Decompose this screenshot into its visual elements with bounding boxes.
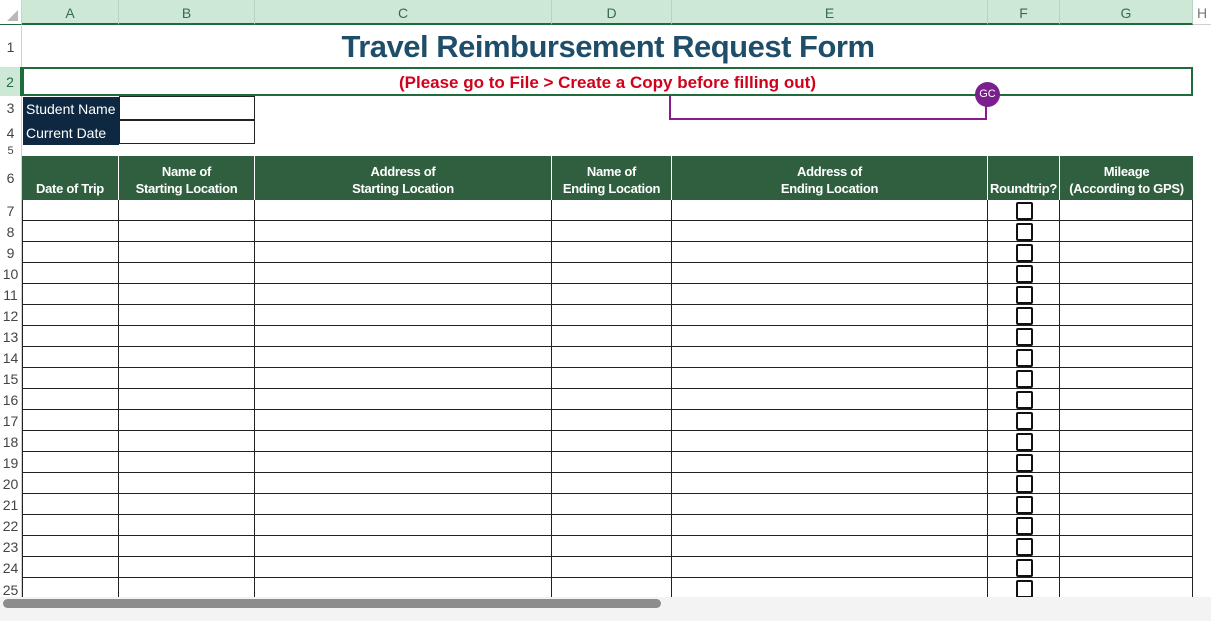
table-row (22, 368, 1193, 389)
mileage-cell[interactable] (1060, 578, 1193, 597)
start-address-cell[interactable] (255, 326, 552, 347)
header-start-name (119, 156, 255, 200)
roundtrip-cell[interactable] (988, 536, 1060, 557)
table-row (22, 578, 1193, 597)
roundtrip-cell[interactable] (988, 452, 1060, 473)
end-name-cell[interactable] (552, 557, 672, 578)
start-address-cell[interactable] (255, 410, 552, 431)
header-start-name-line1: Name of (161, 164, 212, 179)
roundtrip-checkbox[interactable] (1016, 307, 1033, 325)
header-mileage-line2: (According to GPS) (1069, 181, 1184, 196)
column-header-f[interactable]: F (988, 0, 1060, 25)
roundtrip-checkbox[interactable] (1016, 223, 1033, 241)
roundtrip-cell[interactable] (988, 326, 1060, 347)
row-header-24[interactable]: 24 (0, 557, 22, 578)
end-address-cell[interactable] (672, 200, 988, 221)
row-header-11[interactable]: 11 (0, 284, 22, 305)
date-cell[interactable] (22, 557, 119, 578)
table-row (22, 410, 1193, 431)
mileage-cell[interactable] (1060, 557, 1193, 578)
start-address-cell[interactable] (255, 557, 552, 578)
roundtrip-cell[interactable] (988, 242, 1060, 263)
roundtrip-checkbox[interactable] (1016, 433, 1033, 451)
date-cell[interactable] (22, 368, 119, 389)
row-header-19[interactable]: 19 (0, 452, 22, 473)
end-address-cell[interactable] (672, 494, 988, 515)
header-end-name-line1: Name of (586, 164, 637, 179)
end-address-cell[interactable] (672, 431, 988, 452)
start-name-cell[interactable] (119, 326, 255, 347)
end-address-cell[interactable] (672, 410, 988, 431)
row-header-22[interactable]: 22 (0, 515, 22, 536)
end-address-cell[interactable] (672, 536, 988, 557)
table-row (22, 200, 1193, 221)
roundtrip-cell[interactable] (988, 347, 1060, 368)
start-address-cell[interactable] (255, 284, 552, 305)
end-address-cell[interactable] (672, 368, 988, 389)
date-cell[interactable] (22, 242, 119, 263)
end-address-cell[interactable] (672, 473, 988, 494)
mileage-cell[interactable] (1060, 431, 1193, 452)
start-name-cell[interactable] (119, 536, 255, 557)
date-cell[interactable] (22, 494, 119, 515)
mileage-cell[interactable] (1060, 473, 1193, 494)
date-cell[interactable] (22, 473, 119, 494)
header-start-address-line1: Address of (370, 164, 436, 179)
table-row (22, 494, 1193, 515)
student-name-input[interactable] (119, 96, 255, 120)
start-address-cell[interactable] (255, 263, 552, 284)
mileage-cell[interactable] (1060, 410, 1193, 431)
horizontal-scrollbar[interactable] (0, 597, 1211, 621)
date-cell[interactable] (22, 578, 119, 597)
start-address-cell[interactable] (255, 368, 552, 389)
end-name-cell[interactable] (552, 326, 672, 347)
start-name-cell[interactable] (119, 200, 255, 221)
end-name-cell[interactable] (552, 536, 672, 557)
start-address-cell[interactable] (255, 431, 552, 452)
mileage-cell[interactable] (1060, 263, 1193, 284)
date-cell[interactable] (22, 200, 119, 221)
header-end-name-line2: Ending Location (562, 181, 661, 196)
date-cell[interactable] (22, 221, 119, 242)
date-cell[interactable] (22, 263, 119, 284)
header-date-of-trip (22, 156, 119, 200)
start-address-cell[interactable] (255, 221, 552, 242)
roundtrip-checkbox[interactable] (1016, 244, 1033, 262)
table-row (22, 536, 1193, 557)
row-header-13[interactable]: 13 (0, 326, 22, 347)
end-name-cell[interactable] (552, 410, 672, 431)
end-address-cell[interactable] (672, 263, 988, 284)
end-name-cell[interactable] (552, 515, 672, 536)
start-name-cell[interactable] (119, 473, 255, 494)
start-name-cell[interactable] (119, 221, 255, 242)
date-cell[interactable] (22, 452, 119, 473)
start-name-cell[interactable] (119, 305, 255, 326)
current-date-input[interactable] (119, 120, 255, 144)
end-name-cell[interactable] (552, 578, 672, 597)
row-header-16[interactable]: 16 (0, 389, 22, 410)
end-address-cell[interactable] (672, 284, 988, 305)
header-start-name-line2: Starting Location (135, 181, 238, 196)
start-address-cell[interactable] (255, 536, 552, 557)
end-name-cell[interactable] (552, 494, 672, 515)
column-header-b[interactable]: B (119, 0, 255, 25)
date-cell[interactable] (22, 347, 119, 368)
table-row (22, 389, 1193, 410)
start-name-cell[interactable] (119, 515, 255, 536)
start-address-cell[interactable] (255, 305, 552, 326)
select-all-button[interactable] (0, 0, 22, 25)
mileage-cell[interactable] (1060, 305, 1193, 326)
header-start-address (255, 156, 552, 200)
row-header-1[interactable]: 1 (0, 26, 22, 67)
row-header-12[interactable]: 12 (0, 305, 22, 326)
end-address-cell[interactable] (672, 515, 988, 536)
roundtrip-cell[interactable] (988, 284, 1060, 305)
roundtrip-checkbox[interactable] (1016, 559, 1033, 577)
roundtrip-checkbox[interactable] (1016, 496, 1033, 514)
end-name-cell[interactable] (552, 431, 672, 452)
row-header-5[interactable]: 5 (0, 145, 22, 156)
end-address-cell[interactable] (672, 221, 988, 242)
header-roundtrip-text: Roundtrip? (989, 181, 1058, 196)
mileage-cell[interactable] (1060, 221, 1193, 242)
end-name-cell[interactable] (552, 452, 672, 473)
table-row (22, 347, 1193, 368)
end-name-cell[interactable] (552, 389, 672, 410)
date-cell[interactable] (22, 284, 119, 305)
header-roundtrip (988, 156, 1060, 200)
column-header-c[interactable]: C (255, 0, 552, 25)
header-end-address-line2: Ending Location (780, 181, 879, 196)
mileage-cell[interactable] (1060, 536, 1193, 557)
end-name-cell[interactable] (552, 242, 672, 263)
start-address-cell[interactable] (255, 200, 552, 221)
row-header-9[interactable]: 9 (0, 242, 22, 263)
start-name-cell[interactable] (119, 452, 255, 473)
roundtrip-cell[interactable] (988, 389, 1060, 410)
copy-instruction-text: (Please go to File > Create a Copy before filling out) (398, 73, 817, 92)
row-header-6[interactable]: 6 (0, 156, 22, 200)
mileage-cell[interactable] (1060, 200, 1193, 221)
end-name-cell[interactable] (552, 368, 672, 389)
column-header-a[interactable]: A (22, 0, 119, 25)
roundtrip-checkbox[interactable] (1016, 538, 1033, 556)
column-header-h[interactable]: H (1193, 0, 1211, 25)
end-address-cell[interactable] (672, 347, 988, 368)
table-row (22, 305, 1193, 326)
row-header-21[interactable]: 21 (0, 494, 22, 515)
date-cell[interactable] (22, 536, 119, 557)
end-name-cell[interactable] (552, 200, 672, 221)
date-cell[interactable] (22, 326, 119, 347)
roundtrip-cell[interactable] (988, 221, 1060, 242)
roundtrip-cell[interactable] (988, 431, 1060, 452)
roundtrip-checkbox[interactable] (1016, 328, 1033, 346)
table-row (22, 515, 1193, 536)
mileage-cell[interactable] (1060, 368, 1193, 389)
row-header-14[interactable]: 14 (0, 347, 22, 368)
roundtrip-cell[interactable] (988, 557, 1060, 578)
roundtrip-checkbox[interactable] (1016, 202, 1033, 220)
row-header-3[interactable]: 3 (0, 96, 22, 120)
row-header-8[interactable]: 8 (0, 221, 22, 242)
mileage-cell[interactable] (1060, 326, 1193, 347)
header-end-address (672, 156, 988, 200)
start-address-cell[interactable] (255, 242, 552, 263)
table-row (22, 263, 1193, 284)
row-header-15[interactable]: 15 (0, 368, 22, 389)
header-date-of-trip-text: Date of Trip (36, 181, 104, 196)
roundtrip-checkbox[interactable] (1016, 286, 1033, 304)
roundtrip-cell[interactable] (988, 473, 1060, 494)
roundtrip-checkbox[interactable] (1016, 580, 1033, 597)
roundtrip-checkbox[interactable] (1016, 475, 1033, 493)
column-header-bar (0, 0, 1211, 26)
roundtrip-checkbox[interactable] (1016, 391, 1033, 409)
end-name-cell[interactable] (552, 221, 672, 242)
row-header-17[interactable]: 17 (0, 410, 22, 431)
table-row (22, 284, 1193, 305)
row-header-2[interactable]: 2 (0, 67, 22, 96)
table-row (22, 473, 1193, 494)
scrollbar-thumb[interactable] (3, 599, 661, 608)
date-cell[interactable] (22, 431, 119, 452)
roundtrip-cell[interactable] (988, 200, 1060, 221)
start-name-cell[interactable] (119, 557, 255, 578)
roundtrip-checkbox[interactable] (1016, 517, 1033, 535)
column-header-e[interactable]: E (672, 0, 988, 25)
table-row (22, 431, 1193, 452)
table-row (22, 452, 1193, 473)
start-name-cell[interactable] (119, 263, 255, 284)
start-name-cell[interactable] (119, 368, 255, 389)
end-address-cell[interactable] (672, 578, 988, 597)
row-header-7[interactable]: 7 (0, 200, 22, 221)
mileage-cell[interactable] (1060, 389, 1193, 410)
start-name-cell[interactable] (119, 494, 255, 515)
mileage-cell[interactable] (1060, 515, 1193, 536)
roundtrip-checkbox[interactable] (1016, 370, 1033, 388)
mileage-cell[interactable] (1060, 452, 1193, 473)
start-name-cell[interactable] (119, 242, 255, 263)
header-end-address-line1: Address of (797, 164, 862, 179)
row-header-23[interactable]: 23 (0, 536, 22, 557)
student-name-label: Student Name (23, 97, 119, 121)
table-row (22, 557, 1193, 578)
roundtrip-cell[interactable] (988, 305, 1060, 326)
start-address-cell[interactable] (255, 452, 552, 473)
end-address-cell[interactable] (672, 452, 988, 473)
roundtrip-checkbox[interactable] (1016, 265, 1033, 283)
date-cell[interactable] (22, 410, 119, 431)
roundtrip-cell[interactable] (988, 494, 1060, 515)
end-address-cell[interactable] (672, 305, 988, 326)
column-header-d[interactable]: D (552, 0, 672, 25)
row-header-4[interactable]: 4 (0, 120, 22, 145)
roundtrip-checkbox[interactable] (1016, 412, 1033, 430)
table-row (22, 221, 1193, 242)
end-name-cell[interactable] (552, 347, 672, 368)
mileage-cell[interactable] (1060, 347, 1193, 368)
start-name-cell[interactable] (119, 410, 255, 431)
start-name-cell[interactable] (119, 347, 255, 368)
end-name-cell[interactable] (552, 263, 672, 284)
start-address-cell[interactable] (255, 389, 552, 410)
row-header-10[interactable]: 10 (0, 263, 22, 284)
roundtrip-cell[interactable] (988, 410, 1060, 431)
date-cell[interactable] (22, 515, 119, 536)
start-address-cell[interactable] (255, 473, 552, 494)
header-mileage-line1: Mileage (1103, 164, 1150, 179)
mileage-cell[interactable] (1060, 284, 1193, 305)
current-date-label: Current Date (23, 121, 119, 145)
roundtrip-cell[interactable] (988, 515, 1060, 536)
roundtrip-cell[interactable] (988, 578, 1060, 597)
end-name-cell[interactable] (552, 284, 672, 305)
trip-entries-table (22, 200, 1193, 597)
table-row (22, 242, 1193, 263)
roundtrip-cell[interactable] (988, 368, 1060, 389)
roundtrip-checkbox[interactable] (1016, 454, 1033, 472)
header-start-address-line2: Starting Location (352, 181, 454, 196)
start-name-cell[interactable] (119, 284, 255, 305)
start-name-cell[interactable] (119, 431, 255, 452)
column-header-g[interactable]: G (1060, 0, 1193, 25)
row-header-25[interactable]: 25 (0, 578, 22, 597)
start-name-cell[interactable] (119, 578, 255, 597)
end-address-cell[interactable] (672, 389, 988, 410)
end-name-cell[interactable] (552, 473, 672, 494)
end-name-cell[interactable] (552, 305, 672, 326)
mileage-cell[interactable] (1060, 242, 1193, 263)
end-address-cell[interactable] (672, 242, 988, 263)
date-cell[interactable] (22, 389, 119, 410)
start-address-cell[interactable] (255, 515, 552, 536)
row-header-20[interactable]: 20 (0, 473, 22, 494)
header-mileage (1060, 156, 1193, 200)
row-header-18[interactable]: 18 (0, 431, 22, 452)
copy-instruction-cell[interactable] (22, 67, 1193, 96)
start-address-cell[interactable] (255, 578, 552, 597)
form-title: Travel Reimbursement Request Form (341, 29, 875, 64)
start-name-cell[interactable] (119, 389, 255, 410)
start-address-cell[interactable] (255, 494, 552, 515)
header-end-name (552, 156, 672, 200)
comment-connector (669, 95, 987, 120)
roundtrip-cell[interactable] (988, 263, 1060, 284)
date-cell[interactable] (22, 305, 119, 326)
roundtrip-checkbox[interactable] (1016, 349, 1033, 367)
end-address-cell[interactable] (672, 326, 988, 347)
table-row (22, 326, 1193, 347)
end-address-cell[interactable] (672, 557, 988, 578)
mileage-cell[interactable] (1060, 494, 1193, 515)
comment-avatar[interactable]: GC (975, 82, 1000, 107)
start-address-cell[interactable] (255, 347, 552, 368)
